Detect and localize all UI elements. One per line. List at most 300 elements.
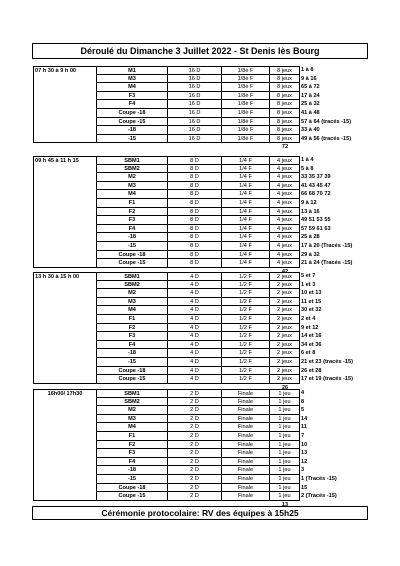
games-cell: 2 jeux [270, 375, 300, 384]
category-cell: Coupe -18 [97, 251, 168, 260]
teams-cell: 8 D [168, 233, 222, 242]
phase-cell: 1/4 F [222, 251, 270, 260]
phase-cell: Finale [222, 449, 270, 458]
teams-cell: 16 D [168, 100, 222, 109]
schedule-section [33, 66, 368, 151]
tables-cell: 1 à 4 [301, 157, 314, 163]
table-row [33, 233, 368, 242]
teams-cell: 2 D [168, 492, 222, 501]
games-cell: 4 jeux [270, 182, 300, 191]
category-cell: F2 [97, 208, 168, 217]
phase-cell: 1/4 F [222, 259, 270, 268]
phase-cell: Finale [222, 458, 270, 467]
teams-cell: 16 D [168, 75, 222, 84]
category-cell: M3 [97, 182, 168, 191]
session-time-cell [33, 216, 97, 225]
session-time-cell [33, 259, 97, 268]
session-time-cell [33, 432, 97, 441]
table-row [33, 492, 368, 501]
games-cell: 4 jeux [270, 156, 300, 165]
teams-cell: 2 D [168, 441, 222, 450]
session-time-cell [33, 75, 97, 84]
teams-cell: 4 D [168, 298, 222, 307]
table-row [33, 199, 368, 208]
table-row [33, 216, 368, 225]
phase-cell: 1/2 F [222, 315, 270, 324]
games-cell: 1 jeu [270, 432, 300, 441]
session-time-cell [33, 324, 97, 333]
category-cell: M2 [97, 289, 168, 298]
tables-cell: 10 et 13 [301, 290, 322, 297]
category-cell: -18 [97, 466, 168, 475]
section-total-row [33, 143, 368, 151]
category-cell: F4 [97, 225, 168, 234]
category-cell: F4 [97, 100, 168, 109]
games-cell: 2 jeux [270, 324, 300, 333]
session-time-cell [33, 100, 97, 109]
session-time-cell [33, 315, 97, 324]
category-cell: M3 [97, 298, 168, 307]
tables-cell: 25 à 28 [301, 234, 320, 241]
category-cell: Coupe -18 [97, 109, 168, 118]
teams-cell: 16 D [168, 109, 222, 118]
category-cell: Coupe -18 [97, 367, 168, 376]
table-row [33, 118, 368, 127]
category-cell: F2 [97, 324, 168, 333]
tables-cell: 49 51 53 55 [301, 217, 331, 224]
phase-cell: 1/4 F [222, 173, 270, 182]
session-time-cell [33, 118, 97, 127]
phase-cell: 1/8è F [222, 75, 270, 84]
tables-cell: 7 [301, 432, 305, 439]
games-cell: 4 jeux [270, 225, 300, 234]
games-cell: 8 jeux [270, 126, 300, 135]
table-row [33, 251, 368, 260]
teams-cell: 2 D [168, 398, 222, 407]
phase-cell: Finale [222, 484, 270, 493]
phase-cell: 1/2 F [222, 375, 270, 384]
games-cell: 2 jeux [270, 332, 300, 341]
section-total: 13 [281, 501, 289, 508]
games-cell: 8 jeux [270, 100, 300, 109]
table-row [33, 242, 368, 251]
phase-cell: Finale [222, 441, 270, 450]
table-row [33, 406, 368, 415]
table-row [33, 92, 368, 101]
session-time-cell [33, 458, 97, 467]
teams-cell: 4 D [168, 315, 222, 324]
table-row [33, 165, 368, 174]
category-cell: F3 [97, 92, 168, 101]
tables-cell: 10 [301, 441, 308, 448]
tables-cell: 14 et 16 [301, 333, 322, 340]
session-time-cell [33, 281, 97, 290]
teams-cell: 8 D [168, 216, 222, 225]
phase-cell: 1/4 F [222, 182, 270, 191]
table-row [33, 190, 368, 199]
table-row [33, 173, 368, 182]
games-cell: 2 jeux [270, 272, 300, 281]
phase-cell: 1/2 F [222, 272, 270, 281]
session-time-cell [33, 449, 97, 458]
teams-cell: 16 D [168, 135, 222, 144]
category-cell: SBM1 [97, 389, 168, 398]
teams-cell: 8 D [168, 199, 222, 208]
session-time-cell [33, 242, 97, 251]
games-cell: 8 jeux [270, 75, 300, 84]
tables-cell: 5 à 8 [301, 165, 314, 172]
teams-cell: 8 D [168, 182, 222, 191]
category-cell: Coupe -15 [97, 375, 168, 384]
table-row [33, 289, 368, 298]
teams-cell: 4 D [168, 324, 222, 333]
category-cell: SBM1 [97, 156, 168, 165]
table-row [33, 466, 368, 475]
phase-cell: Finale [222, 389, 270, 398]
games-cell: 1 jeu [270, 458, 300, 467]
section-total: 72 [281, 144, 289, 151]
session-time-cell [33, 173, 97, 182]
phase-cell: 1/8è F [222, 126, 270, 135]
session-time-cell [33, 349, 97, 358]
phase-cell: 1/8è F [222, 92, 270, 101]
tables-cell: 25 à 32 [301, 101, 320, 108]
session-time-cell [33, 298, 97, 307]
category-cell: M4 [97, 83, 168, 92]
phase-cell: 1/4 F [222, 233, 270, 242]
session-time-cell [33, 199, 97, 208]
category-cell: -15 [97, 242, 168, 251]
schedule-section [33, 272, 368, 392]
table-row [33, 389, 368, 398]
session-time-cell [33, 225, 97, 234]
table-row [33, 358, 368, 367]
category-cell: Coupe -15 [97, 259, 168, 268]
teams-cell: 8 D [168, 190, 222, 199]
tables-cell: 14 [301, 415, 308, 422]
tables-cell: 1 à 8 [301, 67, 314, 73]
category-cell: F4 [97, 341, 168, 350]
phase-cell: Finale [222, 415, 270, 424]
teams-cell: 2 D [168, 415, 222, 424]
tables-cell: 8 [301, 398, 305, 405]
session-time: 09 h 45 à 11 h 15 [33, 156, 97, 165]
games-cell: 8 jeux [270, 83, 300, 92]
tables-cell: 15 [301, 484, 308, 491]
games-cell: 8 jeux [270, 92, 300, 101]
tables-cell: 13 à 16 [301, 208, 320, 215]
games-cell: 2 jeux [270, 298, 300, 307]
table-row [33, 306, 368, 315]
phase-cell: 1/4 F [222, 156, 270, 165]
session-time-cell [33, 208, 97, 217]
category-cell: F4 [97, 458, 168, 467]
session-time-cell [33, 441, 97, 450]
phase-cell: 1/8è F [222, 66, 270, 75]
table-row [33, 315, 368, 324]
category-cell: F3 [97, 332, 168, 341]
teams-cell: 8 D [168, 242, 222, 251]
games-cell: 4 jeux [270, 165, 300, 174]
category-cell: SBM2 [97, 165, 168, 174]
phase-cell: 1/4 F [222, 165, 270, 174]
table-row [33, 298, 368, 307]
session-time-cell [33, 492, 97, 501]
tables-cell: 26 et 28 [301, 367, 322, 374]
games-cell: 1 jeu [270, 475, 300, 484]
games-cell: 2 jeux [270, 358, 300, 367]
phase-cell: 1/2 F [222, 298, 270, 307]
tables-cell: 57 59 61 63 [301, 225, 331, 232]
session-time-cell [33, 289, 97, 298]
tables-cell: 11 et 15 [301, 298, 322, 305]
games-cell: 4 jeux [270, 233, 300, 242]
tables-cell: 9 et 12 [301, 324, 319, 331]
category-cell: M2 [97, 173, 168, 182]
table-row [33, 259, 368, 268]
table-row [33, 398, 368, 407]
section-total: 26 [281, 384, 289, 391]
ceremony-note: Cérémonie protocolaire: RV des équipes à 15h25 [32, 506, 368, 520]
tables-cell: 21 à 24 (Tracés -15) [301, 260, 353, 267]
session-time-cell [33, 233, 97, 242]
table-row [33, 272, 368, 281]
teams-cell: 2 D [168, 475, 222, 484]
phase-cell: 1/2 F [222, 358, 270, 367]
games-cell: 4 jeux [270, 208, 300, 217]
tables-cell: 17 à 20 (Tracés -15) [301, 242, 353, 249]
teams-cell: 16 D [168, 83, 222, 92]
games-cell: 1 jeu [270, 406, 300, 415]
session-time-cell [33, 375, 97, 384]
table-row [33, 324, 368, 333]
games-cell: 1 jeu [270, 484, 300, 493]
phase-cell: 1/2 F [222, 332, 270, 341]
category-cell: F1 [97, 315, 168, 324]
category-cell: M1 [97, 66, 168, 75]
teams-cell: 2 D [168, 458, 222, 467]
table-row [33, 341, 368, 350]
phase-cell: 1/2 F [222, 306, 270, 315]
games-cell: 1 jeu [270, 449, 300, 458]
table-row [33, 432, 368, 441]
category-cell: Coupe -18 [97, 484, 168, 493]
games-cell: 4 jeux [270, 259, 300, 268]
tables-cell: 12 [301, 458, 308, 465]
table-row [33, 83, 368, 92]
session-time-cell [33, 358, 97, 367]
category-cell: -18 [97, 349, 168, 358]
games-cell: 2 jeux [270, 289, 300, 298]
tables-cell: 41 43 45 47 [301, 182, 331, 189]
games-cell: 4 jeux [270, 199, 300, 208]
teams-cell: 4 D [168, 306, 222, 315]
teams-cell: 4 D [168, 281, 222, 290]
tables-cell: 41 à 48 [301, 109, 320, 116]
phase-cell: Finale [222, 406, 270, 415]
category-cell: SBM1 [97, 272, 168, 281]
category-cell: SBM2 [97, 281, 168, 290]
tables-cell: 13 [301, 450, 308, 457]
session-time-cell [33, 83, 97, 92]
games-cell: 8 jeux [270, 66, 300, 75]
tables-cell: 21 et 23 (tracés -15) [301, 358, 353, 365]
session-time-cell [33, 109, 97, 118]
table-row [33, 423, 368, 432]
phase-cell: 1/4 F [222, 199, 270, 208]
games-cell: 8 jeux [270, 135, 300, 144]
tables-cell: 17 et 19 (tracés -15) [301, 376, 353, 383]
games-cell: 2 jeux [270, 341, 300, 350]
tables-cell: 4 [301, 390, 305, 396]
page-title: Déroulé du Dimanche 3 Juillet 2022 - St Denis lès Bourg [32, 43, 368, 59]
category-cell: M2 [97, 406, 168, 415]
table-row [33, 225, 368, 234]
teams-cell: 4 D [168, 341, 222, 350]
tables-cell: 1 (Tracés -15) [301, 475, 337, 482]
teams-cell: 8 D [168, 156, 222, 165]
table-row [33, 109, 368, 118]
table-row [33, 332, 368, 341]
games-cell: 1 jeu [270, 492, 300, 501]
teams-cell: 4 D [168, 367, 222, 376]
teams-cell: 8 D [168, 173, 222, 182]
teams-cell: 4 D [168, 289, 222, 298]
session-time-cell [33, 406, 97, 415]
games-cell: 8 jeux [270, 109, 300, 118]
phase-cell: 1/2 F [222, 341, 270, 350]
tables-cell: 29 à 32 [301, 251, 320, 258]
category-cell: -15 [97, 135, 168, 144]
schedule-section [33, 389, 368, 509]
session-time: 07 h 30 à 9 h 00 [33, 66, 97, 75]
table-row [33, 100, 368, 109]
category-cell: -15 [97, 358, 168, 367]
games-cell: 8 jeux [270, 118, 300, 127]
teams-cell: 8 D [168, 208, 222, 217]
teams-cell: 8 D [168, 251, 222, 260]
teams-cell: 4 D [168, 375, 222, 384]
category-cell: -15 [97, 475, 168, 484]
category-cell: -18 [97, 126, 168, 135]
table-row [33, 415, 368, 424]
session-time-cell [33, 341, 97, 350]
phase-cell: 1/8è F [222, 100, 270, 109]
session-time-cell [33, 251, 97, 260]
games-cell: 2 jeux [270, 281, 300, 290]
session-time-cell [33, 475, 97, 484]
teams-cell: 2 D [168, 449, 222, 458]
session-time: 16h00/ 17h30 [33, 389, 97, 398]
teams-cell: 2 D [168, 389, 222, 398]
tables-cell: 66 68 70 72 [301, 191, 331, 198]
session-time-cell [33, 182, 97, 191]
teams-cell: 8 D [168, 165, 222, 174]
category-cell: Coupe -15 [97, 118, 168, 127]
phase-cell: 1/2 F [222, 367, 270, 376]
phase-cell: 1/8è F [222, 83, 270, 92]
tables-cell: 34 et 36 [301, 341, 322, 348]
tables-cell: 33 35 37 39 [301, 174, 331, 181]
phase-cell: Finale [222, 398, 270, 407]
games-cell: 1 jeu [270, 466, 300, 475]
games-cell: 1 jeu [270, 398, 300, 407]
phase-cell: 1/8è F [222, 135, 270, 144]
category-cell: SBM2 [97, 398, 168, 407]
section-total: 42 [281, 268, 289, 275]
category-cell: F3 [97, 449, 168, 458]
table-row [33, 281, 368, 290]
phase-cell: 1/4 F [222, 225, 270, 234]
teams-cell: 16 D [168, 66, 222, 75]
category-cell: -18 [97, 233, 168, 242]
session-time: 13 h 30 à 15 h 00 [33, 272, 97, 281]
phase-cell: 1/4 F [222, 190, 270, 199]
tables-cell: 65 à 72 [301, 84, 320, 91]
table-row [33, 126, 368, 135]
games-cell: 1 jeu [270, 441, 300, 450]
games-cell: 4 jeux [270, 242, 300, 251]
games-cell: 2 jeux [270, 349, 300, 358]
session-time-cell [33, 190, 97, 199]
games-cell: 2 jeux [270, 306, 300, 315]
teams-cell: 4 D [168, 358, 222, 367]
teams-cell: 16 D [168, 118, 222, 127]
tables-cell: 5 et 7 [301, 273, 316, 279]
phase-cell: 1/2 F [222, 349, 270, 358]
phase-cell: Finale [222, 432, 270, 441]
games-cell: 2 jeux [270, 367, 300, 376]
table-row [33, 449, 368, 458]
games-cell: 4 jeux [270, 190, 300, 199]
table-row [33, 367, 368, 376]
category-cell: F1 [97, 432, 168, 441]
tables-cell: 2 et 4 [301, 315, 316, 322]
tables-cell: 1 et 3 [301, 281, 316, 288]
table-row [33, 182, 368, 191]
phase-cell: 1/8è F [222, 118, 270, 127]
session-time-cell [33, 367, 97, 376]
phase-cell: 1/2 F [222, 289, 270, 298]
teams-cell: 2 D [168, 484, 222, 493]
teams-cell: 8 D [168, 225, 222, 234]
phase-cell: Finale [222, 423, 270, 432]
teams-cell: 2 D [168, 406, 222, 415]
session-time-cell [33, 466, 97, 475]
teams-cell: 2 D [168, 423, 222, 432]
table-row [33, 458, 368, 467]
session-time-cell [33, 165, 97, 174]
table-row [33, 484, 368, 493]
category-cell: F1 [97, 199, 168, 208]
teams-cell: 16 D [168, 92, 222, 101]
tables-cell: 33 à 40 [301, 127, 320, 134]
games-cell: 1 jeu [270, 423, 300, 432]
category-cell: Coupe -15 [97, 492, 168, 501]
phase-cell: 1/2 F [222, 281, 270, 290]
category-cell: M4 [97, 423, 168, 432]
table-row [33, 66, 368, 75]
phase-cell: 1/2 F [222, 324, 270, 333]
table-row [33, 75, 368, 84]
phase-cell: 1/4 F [222, 242, 270, 251]
session-time-cell [33, 306, 97, 315]
tables-cell: 3 [301, 467, 305, 474]
phase-cell: Finale [222, 492, 270, 501]
table-row [33, 135, 368, 144]
session-time-cell [33, 415, 97, 424]
games-cell: 4 jeux [270, 173, 300, 182]
